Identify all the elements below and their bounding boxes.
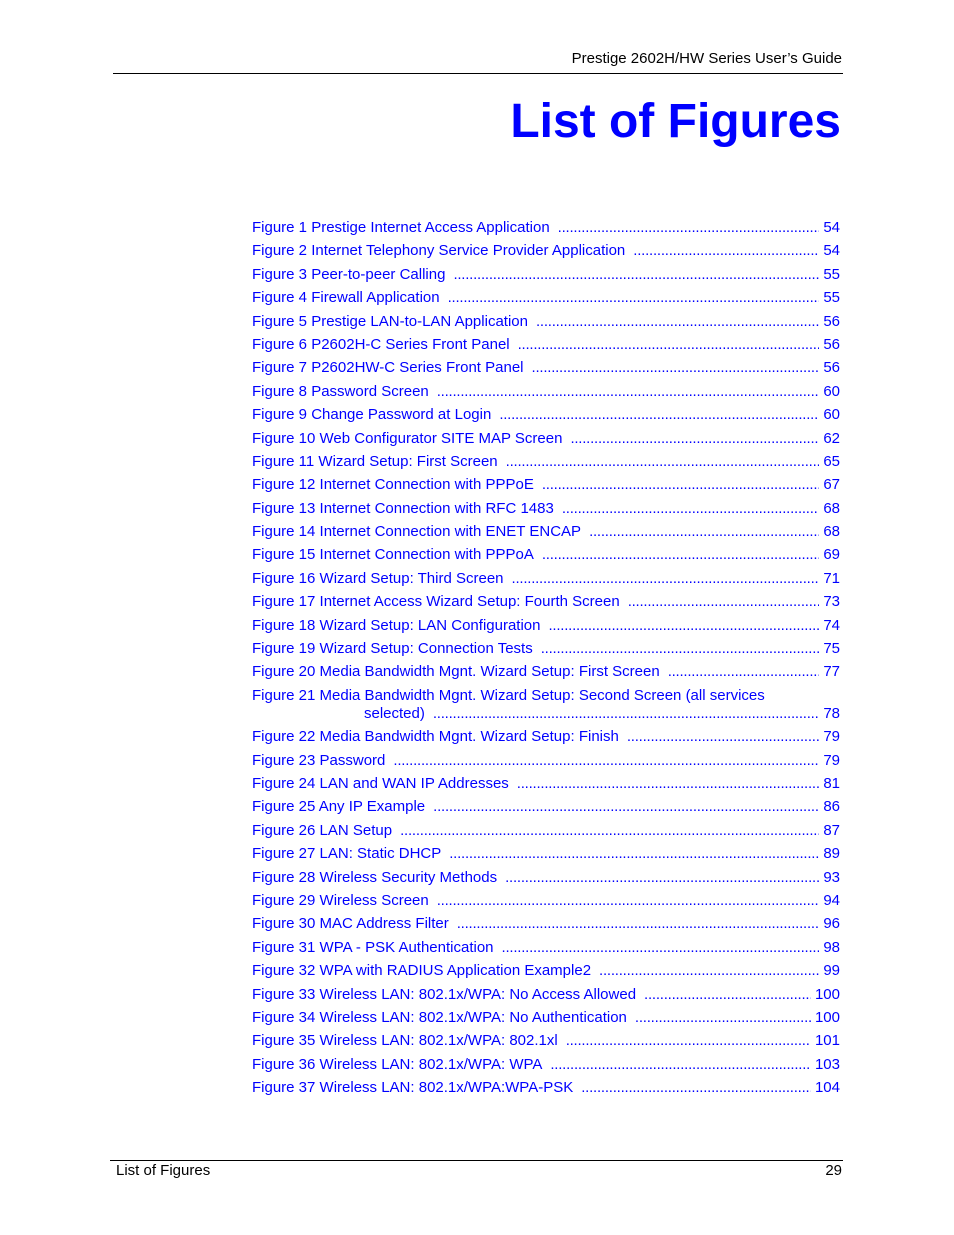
toc-entry-page: 78 [823,704,840,722]
toc-entry-title: Figure 4 Firewall Application [252,289,440,307]
dot-leader [633,242,819,260]
toc-entry-page: 104 [814,1079,840,1097]
page-title: List of Figures [510,95,841,148]
toc-entry-title: Figure 16 Wizard Setup: Third Screen [252,569,504,587]
toc-entry[interactable] [252,219,840,237]
dot-leader [566,1032,811,1050]
dot-leader [512,570,820,588]
toc-entry-page: 69 [823,546,840,564]
toc-entry-page: 98 [823,938,840,956]
toc-entry-page: 79 [823,728,840,746]
toc-entry[interactable] [252,752,840,770]
toc-entry-title: Figure 25 Any IP Example [252,798,426,816]
dot-leader [558,219,820,237]
toc-entry[interactable] [252,1009,840,1027]
toc-entry-page: 56 [823,335,840,353]
toc-entry-title: Figure 10 Web Configurator SITE MAP Screen [252,429,563,447]
toc-entry-page: 65 [823,452,840,470]
dot-leader [668,663,820,681]
toc-entry-title: Figure 13 Internet Connection with RFC 1483 [252,499,554,517]
toc-entry[interactable] [252,962,840,980]
toc-entry-title: Figure 6 P2602H-C Series Front Panel [252,335,510,353]
footer-page-number: 29 [825,1162,842,1179]
dot-leader [581,1079,811,1097]
toc-entry-title: Figure 37 Wireless LAN: 802.1x/WPA:WPA-PSK [252,1079,574,1097]
dot-leader [589,523,819,541]
toc-entry-page: 60 [823,382,840,400]
toc-entry-title: Figure 20 Media Bandwidth Mgnt. Wizard Setup: First Screen [252,663,660,681]
dot-leader [542,476,819,494]
dot-leader [505,869,819,887]
toc-entry-page: 55 [823,289,840,307]
toc-entry-title: Figure 23 Password [252,751,386,769]
toc-entry[interactable] [252,289,840,307]
dot-leader [548,617,819,635]
toc-entry-title: Figure 28 Wireless Security Methods [252,868,498,886]
dot-leader [437,383,820,401]
dot-leader [627,728,819,746]
toc-entry-title: Figure 33 Wireless LAN: 802.1x/WPA: No Access Allowed [252,985,637,1003]
toc-entry[interactable] [252,359,840,377]
toc-entry[interactable] [252,406,840,424]
dot-leader [541,640,820,658]
dot-leader [635,1009,811,1027]
toc-entry-title: Figure 26 LAN Setup [252,821,393,839]
dot-leader [542,546,819,564]
toc-entry-page: 74 [823,616,840,634]
toc-entry-page: 56 [823,359,840,377]
toc-entry-page: 77 [823,663,840,681]
toc-entry-page: 75 [823,640,840,658]
dot-leader [433,705,819,723]
dot-leader [449,845,819,863]
toc-entry-page: 89 [823,845,840,863]
dot-leader [570,430,819,448]
toc-entry-title: Figure 9 Change Password at Login [252,406,492,424]
toc-entry-title: Figure 2 Internet Telephony Service Provider Application [252,242,626,260]
toc-entry[interactable] [252,523,840,541]
toc-entry[interactable] [252,798,840,816]
toc-entry-page: 94 [823,891,840,909]
toc-entry[interactable] [252,617,840,635]
toc-entry-page: 103 [814,1055,840,1073]
toc-entry[interactable] [252,728,840,746]
toc-entry-page: 87 [823,821,840,839]
toc-entry[interactable] [252,892,840,910]
toc-entry-page: 101 [814,1032,840,1050]
dot-leader [536,313,819,331]
toc-entry-title: Figure 17 Internet Access Wizard Setup: Fourth Screen [252,593,620,611]
toc-entry[interactable] [252,453,840,471]
dot-leader [437,892,820,910]
toc-entry-page: 73 [823,593,840,611]
toc-entry-title: Figure 5 Prestige LAN-to-LAN Application [252,312,528,330]
toc-entry-page: 100 [814,1008,840,1026]
toc-entry[interactable] [252,570,840,588]
toc-entry[interactable] [252,500,840,518]
dot-leader [393,752,819,770]
toc-entry-title: Figure 31 WPA - PSK Authentication [252,938,494,956]
toc-entry[interactable] [252,313,840,331]
toc-entry-page: 54 [823,219,840,236]
toc-entry-page: 99 [823,962,840,980]
footer-rule [110,1160,843,1161]
toc-entry[interactable] [252,915,840,933]
footer-section-name: List of Figures [116,1162,211,1179]
toc-entry-page: 86 [823,798,840,816]
toc-entry[interactable] [252,822,840,840]
toc-entry-page: 79 [823,751,840,769]
toc-entry-title: Figure 22 Media Bandwidth Mgnt. Wizard Setup: Finish [252,728,619,746]
toc-entry-title: Figure 24 LAN and WAN IP Addresses [252,774,509,792]
toc-entry[interactable] [252,1032,840,1050]
toc-entry-title: Figure 3 Peer-to-peer Calling [252,265,446,283]
toc-entry[interactable] [252,663,840,681]
toc-entry-title: Figure 19 Wizard Setup: Connection Tests [252,640,533,658]
toc-entry-title: Figure 21 Media Bandwidth Mgnt. Wizard Setup: Second Screen (all services [252,686,765,704]
toc-entry[interactable] [252,986,840,1004]
toc-entry-title: Figure 12 Internet Connection with PPPoE [252,476,534,494]
toc-entry-title: Figure 18 Wizard Setup: LAN Configuration [252,616,541,634]
toc-entry-page: 62 [823,429,840,447]
dot-leader [644,986,811,1004]
toc-entry-page: 56 [823,312,840,330]
toc-entry-title: Figure 1 Prestige Internet Access Application [252,219,550,236]
toc-entry-page: 100 [814,985,840,1003]
dot-leader [599,962,819,980]
toc-entry-title: Figure 11 Wizard Setup: First Screen [252,452,498,470]
toc-entry-page: 60 [823,406,840,424]
dot-leader [562,500,819,518]
toc-entry[interactable] [252,869,840,887]
toc-entry-page: 54 [823,242,840,260]
toc-entry-title: Figure 32 WPA with RADIUS Application Example2 [252,962,592,980]
toc-entry-title-continued: selected) [364,704,425,722]
toc-entry-title: Figure 36 Wireless LAN: 802.1x/WPA: WPA [252,1055,543,1073]
dot-leader [499,406,819,424]
toc-entry[interactable] [252,1056,840,1074]
toc-entry-title: Figure 14 Internet Connection with ENET ENCAP [252,523,582,541]
figure-list [252,219,840,1102]
toc-entry[interactable] [252,476,840,494]
toc-entry[interactable] [252,336,840,354]
dot-leader [433,798,819,816]
dot-leader [457,915,820,933]
toc-entry[interactable] [252,1079,840,1097]
toc-entry[interactable] [252,546,840,564]
toc-entry-page: 96 [823,915,840,933]
header-rule [113,73,843,74]
toc-entry[interactable] [252,593,840,611]
toc-entry-page: 67 [823,476,840,494]
toc-entry[interactable] [252,687,840,723]
running-header: Prestige 2602H/HW Series User’s Guide [571,50,842,67]
dot-leader [628,593,820,611]
dot-leader [550,1056,811,1074]
toc-entry-title: Figure 8 Password Screen [252,382,429,400]
toc-entry-page: 68 [823,523,840,541]
dot-leader [453,266,819,284]
toc-entry-title: Figure 29 Wireless Screen [252,891,429,909]
toc-entry-title: Figure 35 Wireless LAN: 802.1x/WPA: 802.1xl [252,1032,558,1050]
toc-entry[interactable] [252,775,840,793]
dot-leader [506,453,820,471]
toc-entry-page: 71 [823,569,840,587]
toc-entry-page: 68 [823,499,840,517]
toc-entry[interactable] [252,266,840,284]
toc-entry[interactable] [252,640,840,658]
toc-entry-page: 55 [823,265,840,283]
toc-entry-title: Figure 7 P2602HW-C Series Front Panel [252,359,524,377]
toc-entry-page: 93 [823,868,840,886]
dot-leader [448,289,820,307]
dot-leader [502,939,820,957]
toc-entry[interactable] [252,430,840,448]
toc-entry-page: 81 [823,774,840,792]
toc-entry[interactable] [252,845,840,863]
toc-entry-title: Figure 30 MAC Address Filter [252,915,449,933]
toc-entry[interactable] [252,939,840,957]
toc-entry-title: Figure 27 LAN: Static DHCP [252,845,442,863]
dot-leader [518,336,820,354]
dot-leader [400,822,819,840]
toc-entry[interactable] [252,383,840,401]
toc-entry-title: Figure 15 Internet Connection with PPPoA [252,546,534,564]
toc-entry-title: Figure 34 Wireless LAN: 802.1x/WPA: No Authentication [252,1008,627,1026]
toc-entry[interactable] [252,242,840,260]
dot-leader [532,359,820,377]
dot-leader [517,775,820,793]
